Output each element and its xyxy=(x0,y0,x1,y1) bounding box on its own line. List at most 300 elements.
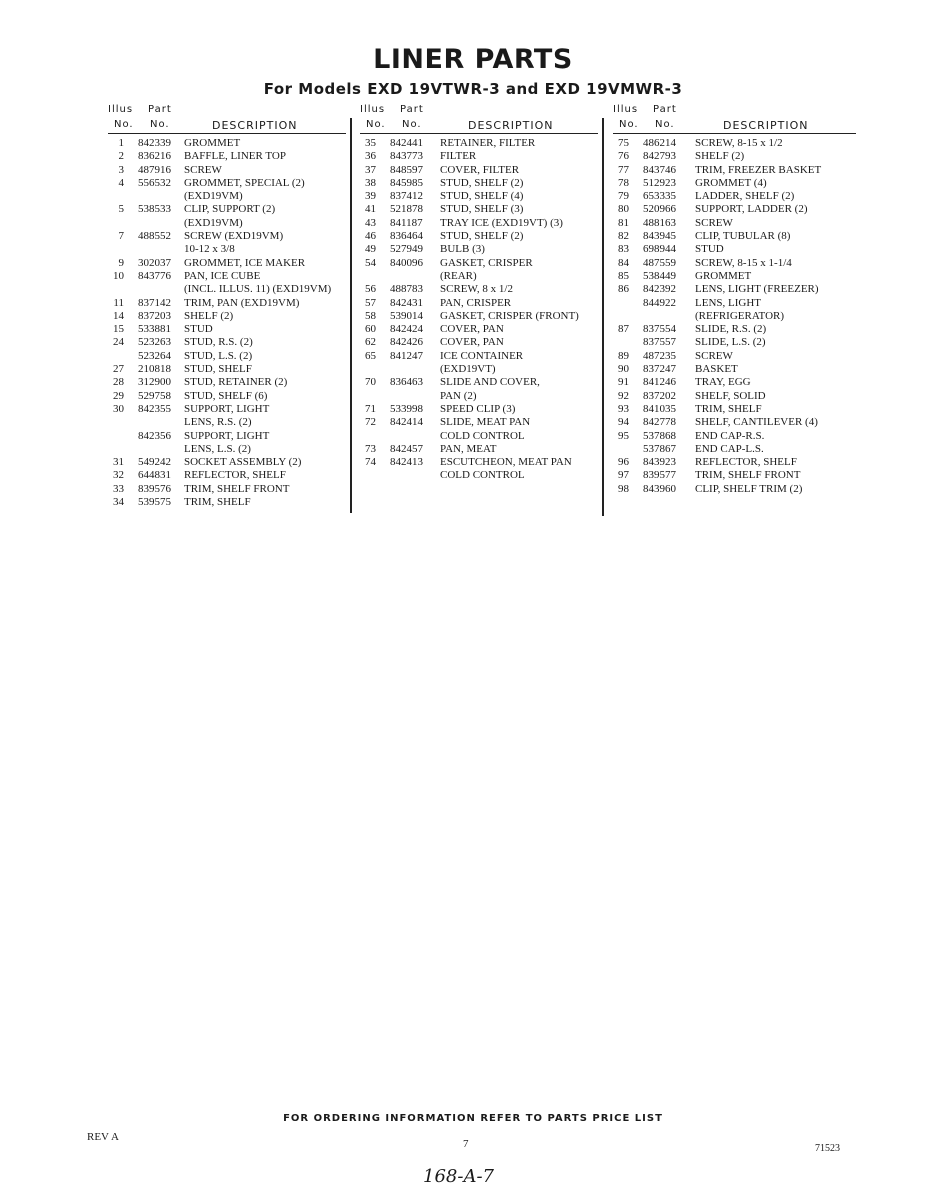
illus-number: 57 xyxy=(365,296,376,309)
part-number: 523264 xyxy=(138,349,171,362)
part-row xyxy=(108,310,346,323)
part-row xyxy=(613,270,856,283)
part-number: 843746 xyxy=(643,163,676,176)
part-description: COVER, PAN xyxy=(440,323,504,336)
part-description: SLIDE AND COVER, xyxy=(440,376,540,389)
part-number: 842355 xyxy=(138,402,171,415)
illus-number: 10 xyxy=(113,269,124,282)
part-description: FILTER xyxy=(440,150,477,163)
illus-number: 4 xyxy=(118,176,124,189)
part-row xyxy=(108,443,346,456)
part-row xyxy=(360,283,598,296)
part-description: TRIM, SHELF FRONT xyxy=(695,469,801,482)
part-description: STUD, SHELF xyxy=(184,363,252,376)
part-row xyxy=(613,283,856,296)
illus-number: 36 xyxy=(365,150,376,163)
illus-number: 33 xyxy=(113,482,124,495)
part-row xyxy=(360,323,598,336)
part-description: PAN, MEAT xyxy=(440,442,497,455)
column-header-top xyxy=(613,104,856,117)
illus-number: 96 xyxy=(618,456,629,469)
part-row xyxy=(360,376,598,389)
illus-number: 28 xyxy=(113,376,124,389)
part-number: 843923 xyxy=(643,456,676,469)
part-row xyxy=(360,203,598,216)
part-description: CLIP, TUBULAR (8) xyxy=(695,230,791,243)
part-row xyxy=(108,190,346,203)
ordering-footer: FOR ORDERING INFORMATION REFER TO PARTS PRICE LIST xyxy=(283,1113,663,1124)
part-number: 842339 xyxy=(138,137,171,149)
part-description: 10-12 x 3/8 xyxy=(184,243,235,256)
part-row xyxy=(108,390,346,403)
illus-number: 3 xyxy=(118,163,124,176)
part-row xyxy=(108,469,346,482)
part-row xyxy=(108,403,346,416)
part-number: 488783 xyxy=(390,283,423,296)
part-description: COLD CONTROL xyxy=(440,429,525,442)
part-row xyxy=(360,430,598,443)
part-row xyxy=(108,243,346,256)
part-description: STUD, R.S. (2) xyxy=(184,336,253,349)
illus-header-bottom: No. xyxy=(366,119,386,130)
part-row xyxy=(613,164,856,177)
illus-number: 79 xyxy=(618,190,629,203)
part-row xyxy=(613,416,856,429)
part-description: SUPPORT, LADDER (2) xyxy=(695,203,808,216)
part-description: TRIM, SHELF xyxy=(695,402,762,415)
description-header: DESCRIPTION xyxy=(468,119,554,132)
part-description: GROMMET xyxy=(695,269,752,282)
part-row xyxy=(360,469,598,482)
part-number: 842778 xyxy=(643,416,676,429)
illus-number: 62 xyxy=(365,336,376,349)
handwritten-note: 168-A-7 xyxy=(423,1166,494,1187)
part-row xyxy=(613,443,856,456)
part-number: 839576 xyxy=(138,482,171,495)
part-description: END CAP-L.S. xyxy=(695,442,764,455)
part-row xyxy=(360,257,598,270)
part-row xyxy=(613,430,856,443)
illus-number: 30 xyxy=(113,402,124,415)
part-number: 312900 xyxy=(138,376,171,389)
illus-number: 39 xyxy=(365,190,376,203)
parts-column-2 xyxy=(360,104,598,483)
part-number: 842414 xyxy=(390,416,423,429)
part-description: LENS, LIGHT (FREEZER) xyxy=(695,283,819,296)
part-header-bottom: No. xyxy=(402,119,422,130)
illus-number: 93 xyxy=(618,402,629,415)
illus-number: 94 xyxy=(618,416,629,429)
part-description: ESCUTCHEON, MEAT PAN xyxy=(440,456,572,469)
part-number: 837557 xyxy=(643,336,676,349)
description-header: DESCRIPTION xyxy=(723,119,809,132)
illus-number: 35 xyxy=(365,137,376,149)
column-divider-2 xyxy=(602,118,604,516)
column-header-top xyxy=(108,104,346,117)
part-header-bottom: No. xyxy=(655,119,675,130)
part-description: REFLECTOR, SHELF xyxy=(184,469,286,482)
part-row xyxy=(108,230,346,243)
illus-number: 24 xyxy=(113,336,124,349)
part-description: SHELF, SOLID xyxy=(695,389,766,402)
part-number: 842392 xyxy=(643,283,676,296)
part-row xyxy=(613,390,856,403)
part-description: SHELF, CANTILEVER (4) xyxy=(695,416,818,429)
part-description: SLIDE, MEAT PAN xyxy=(440,416,531,429)
part-number: 487235 xyxy=(643,349,676,362)
part-number: 844922 xyxy=(643,296,676,309)
illus-number: 29 xyxy=(113,389,124,402)
part-number: 520966 xyxy=(643,203,676,216)
page-title: LINER PARTS xyxy=(373,44,573,75)
part-row xyxy=(360,403,598,416)
illus-number: 43 xyxy=(365,216,376,229)
illus-number: 86 xyxy=(618,283,629,296)
part-description: TRIM, SHELF FRONT xyxy=(184,482,290,495)
illus-number: 95 xyxy=(618,429,629,442)
illus-number: 54 xyxy=(365,256,376,269)
part-row xyxy=(360,443,598,456)
part-row xyxy=(613,350,856,363)
part-row xyxy=(108,297,346,310)
part-description: SOCKET ASSEMBLY (2) xyxy=(184,456,302,469)
part-description: SLIDE, R.S. (2) xyxy=(695,323,767,336)
part-description: PAN (2) xyxy=(440,389,477,402)
illus-number: 71 xyxy=(365,402,376,415)
part-number: 841247 xyxy=(390,349,423,362)
part-description: COLD CONTROL xyxy=(440,469,525,482)
illus-number: 77 xyxy=(618,163,629,176)
part-number: 843776 xyxy=(138,269,171,282)
part-description: SCREW, 8-15 x 1/2 xyxy=(695,137,783,149)
illus-number: 91 xyxy=(618,376,629,389)
part-number: 840096 xyxy=(390,256,423,269)
part-row xyxy=(108,496,346,509)
illus-number: 70 xyxy=(365,376,376,389)
part-number: 843945 xyxy=(643,230,676,243)
part-description: (EXD19VT) xyxy=(440,363,496,376)
part-row xyxy=(613,243,856,256)
part-description: SUPPORT, LIGHT xyxy=(184,429,270,442)
part-description: COVER, PAN xyxy=(440,336,504,349)
column-divider-1 xyxy=(350,118,352,513)
part-row xyxy=(360,177,598,190)
part-row xyxy=(613,336,856,349)
part-row xyxy=(613,217,856,230)
illus-number: 11 xyxy=(113,296,124,309)
part-number: 837142 xyxy=(138,296,171,309)
part-description: LADDER, SHELF (2) xyxy=(695,190,795,203)
part-row xyxy=(360,456,598,469)
part-description: LENS, R.S. (2) xyxy=(184,416,252,429)
part-description: ICE CONTAINER xyxy=(440,349,524,362)
part-number: 842431 xyxy=(390,296,423,309)
part-header-top: Part xyxy=(148,104,172,115)
part-number: 538533 xyxy=(138,203,171,216)
illus-number: 49 xyxy=(365,243,376,256)
part-row xyxy=(613,297,856,310)
part-description: SCREW xyxy=(695,216,733,229)
document-code: 71523 xyxy=(815,1143,840,1154)
part-description: GROMMET xyxy=(184,137,241,149)
part-description: BAFFLE, LINER TOP xyxy=(184,150,286,163)
illus-number: 72 xyxy=(365,416,376,429)
part-description: STUD, SHELF (2) xyxy=(440,230,524,243)
part-row xyxy=(108,217,346,230)
part-number: 653335 xyxy=(643,190,676,203)
illus-number: 92 xyxy=(618,389,629,402)
part-number: 698944 xyxy=(643,243,676,256)
column-header-bottom xyxy=(108,117,346,134)
part-row xyxy=(108,203,346,216)
part-description: CLIP, SUPPORT (2) xyxy=(184,203,276,216)
part-number: 842441 xyxy=(390,137,423,149)
part-number: 521878 xyxy=(390,203,423,216)
part-row xyxy=(360,390,598,403)
part-description: SLIDE, L.S. (2) xyxy=(695,336,766,349)
illus-number: 73 xyxy=(365,442,376,455)
part-row xyxy=(108,430,346,443)
illus-number: 87 xyxy=(618,323,629,336)
part-description: (REFRIGERATOR) xyxy=(695,309,785,322)
illus-number: 74 xyxy=(365,456,376,469)
part-number: 488552 xyxy=(138,230,171,243)
part-description: STUD, SHELF (2) xyxy=(440,176,524,189)
part-number: 537867 xyxy=(643,442,676,455)
part-number: 837202 xyxy=(643,389,676,402)
illus-number: 83 xyxy=(618,243,629,256)
part-row xyxy=(360,416,598,429)
part-number: 836463 xyxy=(390,376,423,389)
part-number: 539575 xyxy=(138,496,171,509)
part-number: 837554 xyxy=(643,323,676,336)
part-row xyxy=(108,150,346,163)
part-number: 837247 xyxy=(643,363,676,376)
illus-number: 65 xyxy=(365,349,376,362)
part-description: (REAR) xyxy=(440,269,477,282)
illus-header-top: Illus xyxy=(613,104,639,115)
part-description: STUD xyxy=(184,323,213,336)
part-description: TRAY ICE (EXD19VT) (3) xyxy=(440,216,563,229)
part-number: 487916 xyxy=(138,163,171,176)
part-number: 512923 xyxy=(643,176,676,189)
illus-number: 89 xyxy=(618,349,629,362)
illus-number: 76 xyxy=(618,150,629,163)
part-number: 842426 xyxy=(390,336,423,349)
part-row xyxy=(108,283,346,296)
part-row xyxy=(360,150,598,163)
part-description: STUD xyxy=(695,243,724,256)
part-row xyxy=(108,336,346,349)
part-row xyxy=(360,217,598,230)
part-number: 210818 xyxy=(138,363,171,376)
part-row xyxy=(108,177,346,190)
part-row xyxy=(360,310,598,323)
part-description: SHELF (2) xyxy=(695,150,745,163)
part-row xyxy=(360,137,598,150)
illus-number: 84 xyxy=(618,256,629,269)
part-description: COVER, FILTER xyxy=(440,163,520,176)
illus-number: 15 xyxy=(113,323,124,336)
part-description: CLIP, SHELF TRIM (2) xyxy=(695,482,803,495)
part-row xyxy=(108,363,346,376)
part-row xyxy=(360,230,598,243)
illus-number: 5 xyxy=(118,203,124,216)
part-number: 644831 xyxy=(138,469,171,482)
illus-number: 37 xyxy=(365,163,376,176)
part-description: (EXD19VM) xyxy=(184,190,243,203)
revision-label: REV A xyxy=(87,1131,119,1143)
part-number: 523263 xyxy=(138,336,171,349)
part-description: SHELF (2) xyxy=(184,309,234,322)
illus-header-top: Illus xyxy=(108,104,134,115)
part-number: 527949 xyxy=(390,243,423,256)
illus-number: 41 xyxy=(365,203,376,216)
part-row xyxy=(108,257,346,270)
part-description: LENS, L.S. (2) xyxy=(184,442,251,455)
part-number: 836216 xyxy=(138,150,171,163)
part-description: PAN, ICE CUBE xyxy=(184,269,261,282)
part-description: SCREW xyxy=(695,349,733,362)
parts-column-1 xyxy=(108,104,346,509)
part-description: STUD, SHELF (3) xyxy=(440,203,524,216)
part-row xyxy=(108,323,346,336)
part-header-bottom: No. xyxy=(150,119,170,130)
part-number: 836464 xyxy=(390,230,423,243)
part-number: 842457 xyxy=(390,442,423,455)
part-row xyxy=(613,376,856,389)
part-row xyxy=(613,403,856,416)
illus-number: 2 xyxy=(118,150,124,163)
part-row xyxy=(613,150,856,163)
illus-number: 85 xyxy=(618,269,629,282)
part-description: GASKET, CRISPER (FRONT) xyxy=(440,309,579,322)
part-description: (INCL. ILLUS. 11) (EXD19VM) xyxy=(184,283,332,296)
part-row xyxy=(360,270,598,283)
part-number: 537868 xyxy=(643,429,676,442)
part-description: LENS, LIGHT xyxy=(695,296,761,309)
illus-number: 60 xyxy=(365,323,376,336)
illus-number: 78 xyxy=(618,176,629,189)
part-row xyxy=(613,323,856,336)
illus-number: 82 xyxy=(618,230,629,243)
illus-number: 31 xyxy=(113,456,124,469)
illus-number: 97 xyxy=(618,469,629,482)
part-description: (EXD19VM) xyxy=(184,216,243,229)
column-header-bottom xyxy=(360,117,598,134)
part-description: TRAY, EGG xyxy=(695,376,751,389)
part-row xyxy=(108,350,346,363)
part-row xyxy=(613,230,856,243)
part-description: SCREW xyxy=(184,163,222,176)
illus-number: 34 xyxy=(113,496,124,509)
part-number: 487559 xyxy=(643,256,676,269)
illus-number: 98 xyxy=(618,482,629,495)
part-number: 842413 xyxy=(390,456,423,469)
part-row xyxy=(360,350,598,363)
part-row xyxy=(108,456,346,469)
illus-number: 27 xyxy=(113,363,124,376)
part-row xyxy=(360,363,598,376)
part-description: GASKET, CRISPER xyxy=(440,256,533,269)
illus-number: 7 xyxy=(118,230,124,243)
part-description: GROMMET, SPECIAL (2) xyxy=(184,176,305,189)
illus-number: 38 xyxy=(365,176,376,189)
illus-number: 1 xyxy=(118,137,124,149)
page-number: 7 xyxy=(463,1138,469,1150)
part-row xyxy=(108,376,346,389)
part-row xyxy=(360,297,598,310)
part-header-top: Part xyxy=(400,104,424,115)
part-header-top: Part xyxy=(653,104,677,115)
part-number: 839577 xyxy=(643,469,676,482)
part-row xyxy=(613,363,856,376)
part-row xyxy=(360,336,598,349)
part-description: GROMMET (4) xyxy=(695,176,767,189)
part-number: 841187 xyxy=(390,216,423,229)
part-row xyxy=(613,483,856,496)
part-number: 841246 xyxy=(643,376,676,389)
part-number: 842793 xyxy=(643,150,676,163)
illus-number: 80 xyxy=(618,203,629,216)
page-subtitle: For Models EXD 19VTWR-3 and EXD 19VMWR-3 xyxy=(263,80,683,98)
illus-number: 90 xyxy=(618,363,629,376)
part-number: 848597 xyxy=(390,163,423,176)
column-header-bottom xyxy=(613,117,856,134)
part-description: STUD, RETAINER (2) xyxy=(184,376,288,389)
part-row xyxy=(360,243,598,256)
part-number: 837412 xyxy=(390,190,423,203)
part-number: 486214 xyxy=(643,137,676,149)
part-row xyxy=(360,164,598,177)
description-header: DESCRIPTION xyxy=(212,119,298,132)
part-description: STUD, SHELF (4) xyxy=(440,190,524,203)
part-description: STUD, L.S. (2) xyxy=(184,349,253,362)
part-row xyxy=(108,137,346,150)
part-row xyxy=(613,257,856,270)
part-row xyxy=(108,483,346,496)
part-number: 842356 xyxy=(138,429,171,442)
part-number: 539014 xyxy=(390,309,423,322)
part-number: 841035 xyxy=(643,402,676,415)
part-number: 837203 xyxy=(138,309,171,322)
part-description: SCREW, 8 x 1/2 xyxy=(440,283,513,296)
illus-number: 46 xyxy=(365,230,376,243)
part-number: 549242 xyxy=(138,456,171,469)
illus-header-bottom: No. xyxy=(114,119,134,130)
part-description: TRIM, FREEZER BASKET xyxy=(695,163,822,176)
part-description: BULB (3) xyxy=(440,243,485,256)
part-number: 843960 xyxy=(643,482,676,495)
part-number: 538449 xyxy=(643,269,676,282)
part-number: 842424 xyxy=(390,323,423,336)
part-number: 529758 xyxy=(138,389,171,402)
illus-number: 14 xyxy=(113,309,124,322)
part-description: SCREW, 8-15 x 1-1/4 xyxy=(695,256,792,269)
part-description: BASKET xyxy=(695,363,738,376)
part-row xyxy=(613,310,856,323)
part-number: 302037 xyxy=(138,256,171,269)
part-row xyxy=(613,137,856,150)
part-description: SCREW (EXD19VM) xyxy=(184,230,284,243)
part-description: REFLECTOR, SHELF xyxy=(695,456,797,469)
part-number: 488163 xyxy=(643,216,676,229)
column-header-top xyxy=(360,104,598,117)
part-number: 843773 xyxy=(390,150,423,163)
part-description: PAN, CRISPER xyxy=(440,296,512,309)
part-row xyxy=(108,270,346,283)
part-row xyxy=(613,469,856,482)
